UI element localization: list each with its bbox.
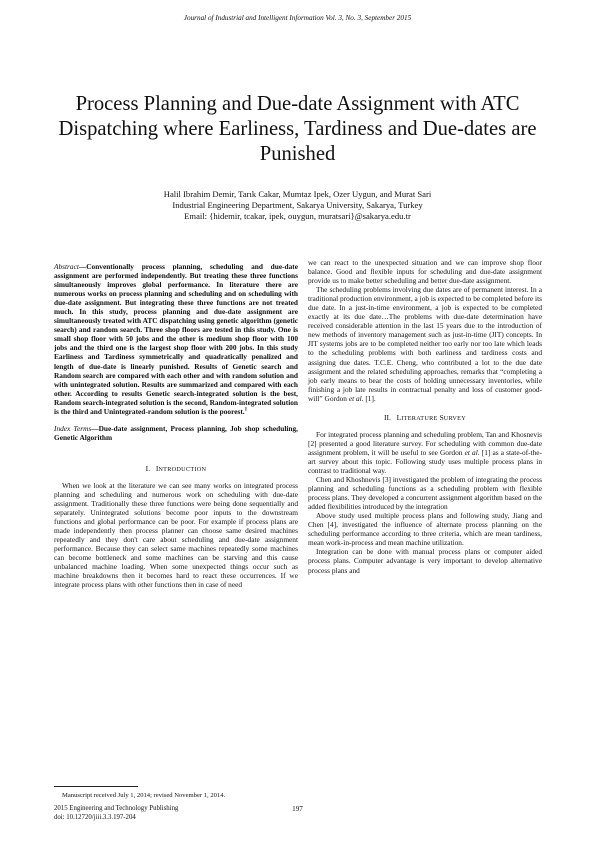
- section-number: I.: [145, 463, 151, 473]
- author-block: [40, 189, 555, 222]
- section-initial: I: [155, 463, 159, 473]
- index-terms: [54, 424, 298, 442]
- lit-paragraph-1-text: For integrated process planning and scheduling problem, Tan and Khosnevis [2] presented a good literature survey. For scheduling with common due-date assignment problem, it will be useful to see Gordon: [308, 429, 542, 457]
- section-rest-2: URVEY: [443, 414, 467, 422]
- section-rest: ITERATURE: [401, 414, 440, 422]
- left-column: [54, 262, 298, 590]
- abstract-text: Conventionally process planning, scheduling and due-date assignment are performed independently. But treating these three functions simultaneously improves global performance. In literature there are numerous works on process planning and scheduling and on scheduling with due-date assignment. But integrating these three functions are not treated much. In this study, process planning and due-date assignment are simultaneously treated with ATC dispatching using genetic algorithm (genetic search) and random search. Three shop floors are tested in this study. One is small shop floor with 50 jobs and the other is medium shop floor with 100 jobs and the third one is the largest shop floor with 200 jobs. In this study Earliness and Tardiness symmetrically and quadratically penalized and length of due-date is linearly punished. Results of Genetic search and Random search are compared with each other and with random solution and with unintegrated solution. Results are summarized and compared with each other. According to results Genetic search-integrated solution is the best, Random search-integrated solution is the second, Random-integrated solution is the third and Unintegrated-random solution is the poorest.: [54, 262, 298, 416]
- footer-publisher: 2015 Engineering and Technology Publishing: [54, 805, 179, 812]
- paragraph-due-dates-end: . [1].: [361, 393, 376, 403]
- right-column: [308, 258, 542, 575]
- journal-header: Journal of Industrial and Intelligent Information Vol. 3, No. 3, September 2015: [183, 14, 412, 22]
- section-number: II.: [383, 412, 391, 422]
- email-line: Email: {hidemir, tcakar, ipek, ouygun, muratsari}@sakarya.edu.tr: [184, 211, 411, 221]
- et-al: et al: [348, 393, 362, 403]
- lit-paragraph-1-end: . [1] as a state-of-the-art survey about this topic. Following study uses multiple process plans in contrast to traditional way.: [308, 447, 543, 475]
- section-initial: L: [396, 412, 402, 422]
- section-rest: NTRODUCTION: [158, 465, 207, 473]
- section-initial-2: S: [439, 412, 444, 422]
- lit-paragraph-4: Integration can be done with manual process plans or computer aided process plans. Computer advantage is very important to develop alternative process plans and: [308, 547, 542, 575]
- lit-paragraph-1: [308, 430, 542, 475]
- footnote-divider: [54, 786, 138, 787]
- page-number: 197: [292, 805, 303, 813]
- lit-paragraph-3: Above study used multiple process plans and following study, Jiang and Chen [4], investigated the influence of alternate process planning on the scheduling performance according to three criteria, which are mean tardiness, mean work-in-process and mean machine utilization.: [308, 511, 542, 548]
- affiliation: Industrial Engineering Department, Sakarya University, Sakarya, Turkey: [172, 200, 423, 210]
- abstract-dash: —: [78, 262, 87, 271]
- section-heading-literature-survey: [308, 413, 542, 423]
- index-terms-dash: —: [91, 423, 99, 433]
- index-terms-label: Index Terms: [54, 423, 92, 433]
- author-list: Halil Ibrahim Demir, Tarık Cakar, Mumtaz Ipek, Ozer Uygun, and Murat Sari: [163, 189, 432, 199]
- footer-doi: doi: 10.12720/jiii.3.3.197-204: [54, 813, 136, 821]
- footnote-mark: 1: [244, 407, 248, 413]
- paper-title: Process Planning and Due-date Assignment with ATC Dispatching where Earliness, Tardiness and Due-dates are Punished: [58, 93, 537, 165]
- section-heading-introduction: [54, 464, 298, 474]
- paragraph-due-dates: [308, 285, 542, 403]
- intro-paragraph: When we look at the literature we can see many works on integrated process planning and scheduling and numerous work on scheduling with due-date assignment. Traditionally these three functions were being done sequentially and separately. Unintegrated solutions become poor inputs to the downstream functions and global performance can be poor. For example if process plans are made independently then process planner can choose same desired machines repeatedly and they don't care about scheduling and due-date assignment performance. Because they can select same machines repeatedly some machines can become bottleneck and some machines can be starving and this cause unbalanced machine loading. When some unexpected things occur such as machine breakdowns then it becomes hard to react these occurrences. If we integrate process plans with other functions then in case of need: [54, 480, 298, 590]
- et-al: et al: [464, 447, 478, 457]
- paragraph-due-dates-text: The scheduling problems involving due dates are of permanent interest. In a traditional production environment, a job is expected to be completed before its due date. In a just-in-time environment, a job is expected to be completed exactly at its due date…The problems with due-date determination have received considerable attention in the last 15 years due to the introduction of new methods of inventory management such as just-in-time (JIT) concepts. In JIT systems jobs are to be completed neither too early nor too late which leads to the scheduling problems with both earliness and tardiness costs and assigning due dates. T.C.E. Cheng, who contributed a lot to the due date assignment and the related scheduling approaches, remarks that “completing a job early means to bear the costs of holding unnecessary inventories, while finishing a job late results in contractual penalty and loss of customer good-will” Gordon: [308, 285, 542, 403]
- paragraph-continued: we can react to the unexpected situation and we can improve shop floor balance. Good and flexible inputs for scheduling and due-date assignment provide us to make better scheduling and better due-date assignment.: [308, 258, 542, 286]
- index-terms-text: Due-date assignment, Process planning, Job shop scheduling, Genetic Algorithm: [54, 423, 298, 442]
- abstract-label: Abstract: [54, 262, 79, 271]
- abstract: [54, 262, 298, 416]
- lit-paragraph-2: Chen and Khoshnevis [3] investigated the problem of integrating the process planning and scheduling functions as a scheduling problem with flexible process plans. They developed a concurrent assignment algorithm based on the added flexibilities introduced by the integration: [308, 475, 542, 512]
- footnote: Manuscript received July 1, 2014; revised November 1, 2014.: [62, 792, 226, 799]
